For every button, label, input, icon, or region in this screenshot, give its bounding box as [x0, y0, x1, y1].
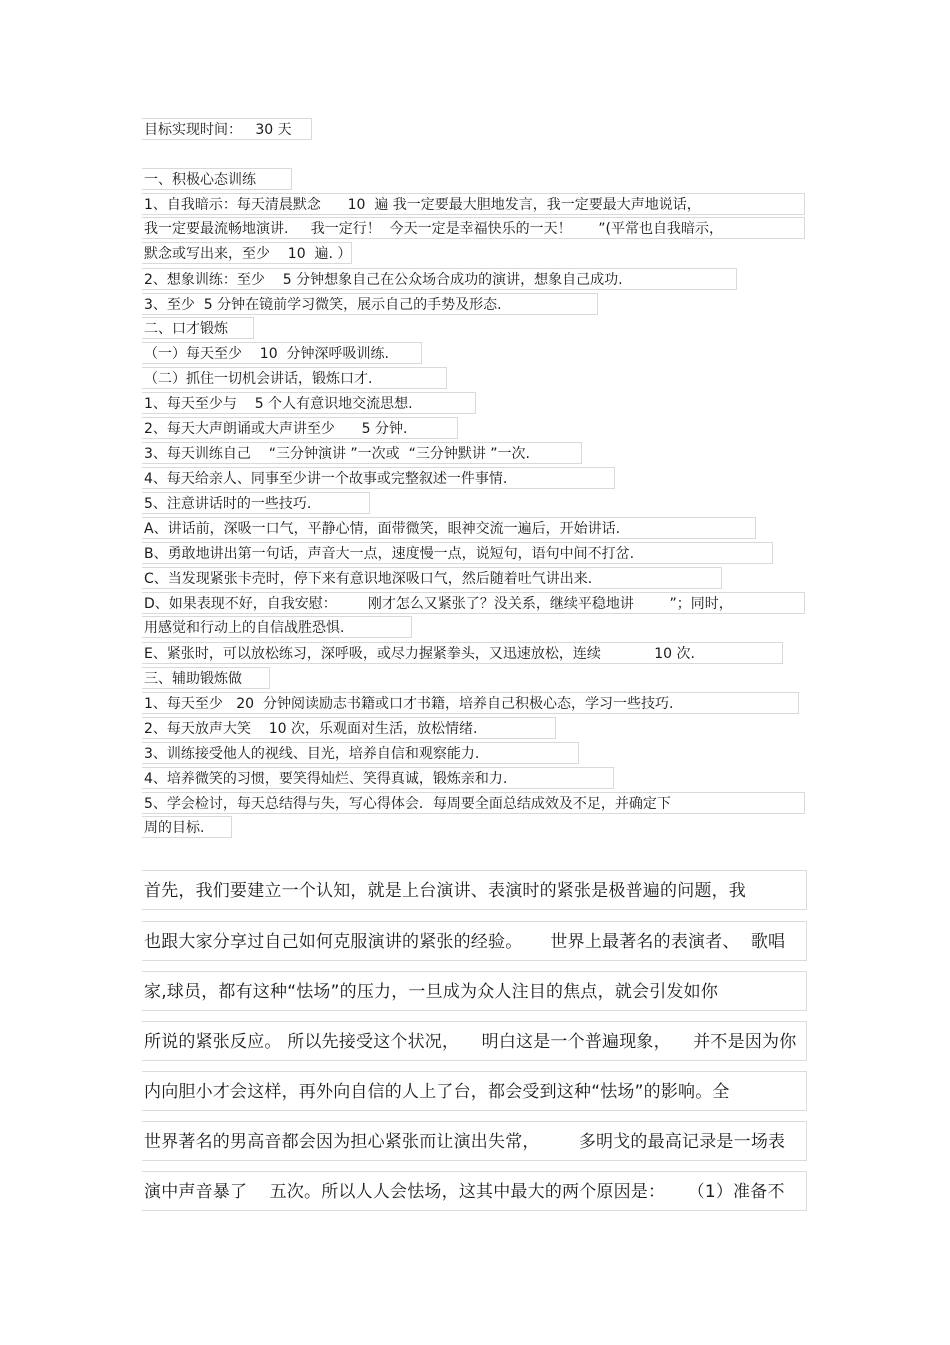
s1-item-3: 3、至少 5 分钟在镜前学习微笑，展示自己的手势及形态.: [142, 293, 598, 315]
s1-item-1-line-1: 1、自我暗示：每天清晨默念 10 遍 我一定要最大胆地发言，我一定要最大声地说话，: [142, 193, 805, 215]
section-2-heading: 二、口才锻炼: [142, 317, 254, 339]
s2-tip-c: C、当发现紧张卡壳时，停下来有意识地深吸口气，然后随着吐气讲出来.: [142, 567, 722, 589]
s2-item-1: 1、每天至少与 5 个人有意识地交流思想.: [142, 392, 476, 414]
essay-line-5: 内向胆小才会这样，再外向自信的人上了台，都会受到这种“怯场”的影响。全: [142, 1071, 807, 1111]
s2-tip-a: A、讲话前，深吸一口气，平静心情，面带微笑，眼神交流一遍后，开始讲话.: [142, 517, 756, 539]
essay-line-2: 也跟大家分享过自己如何克服演讲的紧张的经验。 世界上最著名的表演者、 歌唱: [142, 921, 807, 961]
essay-line-6: 世界著名的男高音都会因为担心紧张而让演出失常， 多明戈的最高记录是一场表: [142, 1121, 807, 1161]
essay-line-1: 首先，我们要建立一个认知，就是上台演讲、表演时的紧张是极普遍的问题，我: [142, 870, 807, 910]
section-1-heading: 一、积极心态训练: [142, 168, 292, 190]
s2-tip-d-line-2: 用感觉和行动上的自信战胜恐惧.: [142, 616, 412, 638]
s3-item-3: 3、训练接受他人的视线、目光，培养自信和观察能力.: [142, 742, 579, 764]
s2-item-2: 2、每天大声朗诵或大声讲至少 5 分钟.: [142, 417, 458, 439]
essay-line-3: 家,球员，都有这种“怯场”的压力，一旦成为众人注目的焦点，就会引发如你: [142, 971, 807, 1011]
s2-item-3: 3、每天训练自己 “三分钟演讲 ”一次或 “三分钟默讲 ”一次.: [142, 442, 582, 464]
s1-item-2: 2、想象训练：至少 5 分钟想象自己在公众场合成功的演讲，想象自己成功.: [142, 268, 737, 290]
s2-item-4: 4、每天给亲人、同事至少讲一个故事或完整叙述一件事情.: [142, 467, 615, 489]
s2-item-5: 5、注意讲话时的一些技巧.: [142, 492, 370, 514]
s3-item-4: 4、培养微笑的习惯，要笑得灿烂、笑得真诚，锻炼亲和力.: [142, 767, 614, 789]
essay-line-4: 所说的紧张反应。 所以先接受这个状况， 明白这是一个普遍现象， 并不是因为你: [142, 1021, 807, 1061]
s3-item-5-line-2: 周的目标.: [142, 816, 232, 838]
s2-sub-1: （一）每天至少 10 分钟深呼吸训练.: [142, 342, 422, 364]
s1-item-1-line-2: 我一定要最流畅地演讲. 我一定行！ 今天一定是幸福快乐的一天！ ”(平常也自我暗示，: [142, 217, 805, 239]
s2-tip-e: E、紧张时，可以放松练习，深呼吸，或尽力握紧拳头，又迅速放松，连续 10 次.: [142, 642, 783, 664]
goal-time-line: 目标实现时间： 30 天: [142, 118, 312, 140]
s1-item-1-line-3: 默念或写出来，至少 10 遍. ）: [142, 242, 352, 264]
s2-tip-b: B、勇敢地讲出第一句话，声音大一点，速度慢一点，说短句，语句中间不打岔.: [142, 542, 773, 564]
s2-tip-d-line-1: D、如果表现不好，自我安慰： 刚才怎么又紧张了？没关系，继续平稳地讲 ”；同时，: [142, 592, 805, 614]
essay-line-7: 演中声音暴了 五次。所以人人会怯场，这其中最大的两个原因是： （1）准备不: [142, 1171, 807, 1211]
s3-item-2: 2、每天放声大笑 10 次，乐观面对生活，放松情绪.: [142, 717, 556, 739]
section-3-heading: 三、辅助锻炼做: [142, 667, 270, 689]
s3-item-1: 1、每天至少 20 分钟阅读励志书籍或口才书籍，培养自己积极心态，学习一些技巧.: [142, 692, 799, 714]
s2-sub-2: （二）抓住一切机会讲话，锻炼口才.: [142, 367, 447, 389]
s3-item-5-line-1: 5、学会检讨，每天总结得与失，写心得体会．每周要全面总结成效及不足，并确定下: [142, 792, 805, 814]
